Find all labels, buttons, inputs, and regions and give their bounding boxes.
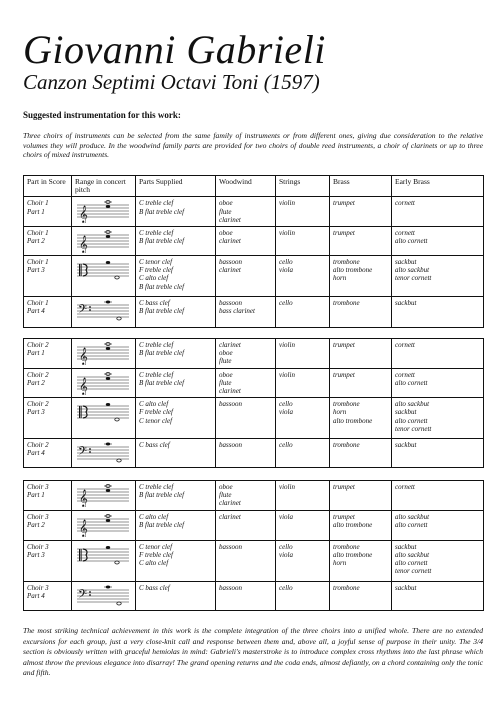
svg-text:𝄢: 𝄢: [78, 303, 88, 320]
early-brass-cell: sackbut alto sackbut tenor cornett: [392, 256, 484, 297]
table-row: [24, 398, 484, 439]
part-cell: Choir 2 Part 1: [24, 339, 72, 369]
strings-cell: violin: [276, 481, 330, 511]
part-cell: Choir 1 Part 4: [24, 297, 72, 328]
range-staff-icon: [75, 199, 131, 223]
woodwind-cell: bassoon: [216, 439, 276, 468]
svg-text:𝄞: 𝄞: [79, 347, 88, 365]
intro-paragraph: Three choirs of instruments can be selected from the same family of instruments or from different ones, giving due consideration to the relative volumes they will produce. In the woodwind family parts are provided for two choirs of double reed instruments, a choir of clarinets or up to three choirs of mixed instruments.: [23, 131, 483, 160]
page-title: Giovanni Gabrieli: [23, 27, 326, 72]
table-row: [24, 339, 484, 369]
range-cell: [72, 439, 136, 468]
part-cell: Choir 2 Part 2: [24, 368, 72, 398]
early-brass-cell: sackbut: [392, 297, 484, 328]
brass-cell: trombone: [330, 439, 392, 468]
early-brass-cell: alto sackbut alto cornett: [392, 510, 484, 540]
brass-cell: trumpet: [330, 197, 392, 227]
choir-1-table: [23, 175, 484, 328]
woodwind-cell: bassoon bass clarinet: [216, 297, 276, 328]
early-brass-cell: sackbut: [392, 439, 484, 468]
early-brass-cell: cornett: [392, 339, 484, 369]
strings-cell: cello: [276, 297, 330, 328]
table-row: [24, 368, 484, 398]
range-cell: [72, 256, 136, 297]
table-row: [24, 581, 484, 610]
brass-cell: trumpet: [330, 227, 392, 256]
early-brass-cell: cornett: [392, 197, 484, 227]
range-staff-icon: [75, 400, 131, 424]
range-staff-icon: [75, 299, 131, 323]
supplied-cell: C treble clef B flat treble clef: [136, 481, 216, 511]
early-brass-cell: sackbut: [392, 581, 484, 610]
woodwind-cell: oboe flute clarinet: [216, 481, 276, 511]
svg-text:𝄢: 𝄢: [78, 445, 88, 462]
range-cell: [72, 339, 136, 369]
suggested-heading: Suggested instrumentation for this work:: [23, 110, 181, 120]
part-cell: Choir 3 Part 2: [24, 510, 72, 540]
woodwind-cell: bassoon clarinet: [216, 256, 276, 297]
brass-cell: trombone alto trombone horn: [330, 256, 392, 297]
table-row: [24, 297, 484, 328]
range-cell: [72, 510, 136, 540]
strings-cell: violin: [276, 368, 330, 398]
header-range: Range in concert pitch: [72, 176, 136, 197]
header-early: Early Brass: [392, 176, 484, 197]
table-row: [24, 510, 484, 540]
brass-cell: trumpet: [330, 481, 392, 511]
range-cell: [72, 227, 136, 256]
strings-cell: viola: [276, 510, 330, 540]
brass-cell: trombone horn alto trombone: [330, 398, 392, 439]
part-cell: Choir 3 Part 1: [24, 481, 72, 511]
supplied-cell: C bass clef: [136, 581, 216, 610]
woodwind-cell: clarinet oboe flute: [216, 339, 276, 369]
range-staff-icon: [75, 584, 131, 608]
supplied-cell: C bass clef: [136, 439, 216, 468]
header-supplied: Parts Supplied: [136, 176, 216, 197]
part-cell: Choir 1 Part 2: [24, 227, 72, 256]
header-part: Part in Score: [24, 176, 72, 197]
range-cell: [72, 540, 136, 581]
range-cell: [72, 398, 136, 439]
range-staff-icon: [75, 543, 131, 567]
table-row: [24, 197, 484, 227]
page-subtitle: Canzon Septimi Octavi Toni (1597): [23, 70, 320, 94]
strings-cell: cello: [276, 581, 330, 610]
brass-cell: trumpet: [330, 368, 392, 398]
closing-paragraph: The most striking technical achievement in this work is the complete integration of the three choirs into a unified whole. There are no extended excursions for each group, just a very close-knit call and response between them and, above all, a joyful sense of purpose in their unity. The 3/4 section is obviously written with graceful hemiolas in mind: Gabrieli's masterstroke is to introduce complex cross rhythms into the last phrase which almost throw the previous elegance into disarray! The grand opening returns and the coda ends, almost defiantly, on a chord containing only the tonic and fifth.: [23, 626, 483, 677]
part-cell: Choir 2 Part 3: [24, 398, 72, 439]
supplied-cell: C alto clef B flat treble clef: [136, 510, 216, 540]
brass-cell: trombone: [330, 581, 392, 610]
strings-cell: cello: [276, 439, 330, 468]
range-cell: [72, 297, 136, 328]
brass-cell: trumpet: [330, 339, 392, 369]
range-cell: [72, 581, 136, 610]
supplied-cell: C treble clef B flat treble clef: [136, 197, 216, 227]
woodwind-cell: oboe flute clarinet: [216, 197, 276, 227]
table-row: [24, 256, 484, 297]
range-staff-icon: [75, 371, 131, 395]
choir-2-table: [23, 338, 484, 468]
svg-text:𝄞: 𝄞: [79, 489, 88, 507]
part-cell: Choir 3 Part 3: [24, 540, 72, 581]
supplied-cell: C treble clef B flat treble clef: [136, 227, 216, 256]
early-brass-cell: cornett alto cornett: [392, 368, 484, 398]
strings-cell: cello viola: [276, 256, 330, 297]
table-row: [24, 540, 484, 581]
range-cell: [72, 368, 136, 398]
brass-cell: trombone: [330, 297, 392, 328]
strings-cell: violin: [276, 339, 330, 369]
part-cell: Choir 1 Part 1: [24, 197, 72, 227]
woodwind-cell: oboe flute clarinet: [216, 368, 276, 398]
header-strings: Strings: [276, 176, 330, 197]
supplied-cell: C tenor clef F treble clef C alto clef B flat treble clef: [136, 256, 216, 297]
brass-cell: trumpet alto trombone: [330, 510, 392, 540]
supplied-cell: C treble clef B flat treble clef: [136, 368, 216, 398]
table-row: [24, 227, 484, 256]
supplied-cell: C bass clef B flat treble clef: [136, 297, 216, 328]
header-row: [24, 176, 484, 197]
part-cell: Choir 2 Part 4: [24, 439, 72, 468]
supplied-cell: C alto clef F treble clef C tenor clef: [136, 398, 216, 439]
range-staff-icon: [75, 341, 131, 365]
woodwind-cell: clarinet: [216, 510, 276, 540]
svg-text:𝄞: 𝄞: [79, 205, 88, 224]
woodwind-cell: bassoon: [216, 581, 276, 610]
part-cell: Choir 3 Part 4: [24, 581, 72, 610]
header-woodwind: Woodwind: [216, 176, 276, 197]
table-row: [24, 439, 484, 468]
woodwind-cell: bassoon: [216, 540, 276, 581]
table-row: [24, 481, 484, 511]
svg-text:𝄞: 𝄞: [79, 235, 88, 254]
range-staff-icon: [75, 258, 131, 282]
strings-cell: violin: [276, 197, 330, 227]
part-cell: Choir 1 Part 3: [24, 256, 72, 297]
range-staff-icon: [75, 513, 131, 537]
range-staff-icon: [75, 441, 131, 465]
range-staff-icon: [75, 483, 131, 507]
header-brass: Brass: [330, 176, 392, 197]
strings-cell: violin: [276, 227, 330, 256]
early-brass-cell: cornett alto cornett: [392, 227, 484, 256]
svg-text:𝄞: 𝄞: [79, 376, 88, 395]
choir-3-table: [23, 480, 484, 611]
early-brass-cell: cornett: [392, 481, 484, 511]
strings-cell: cello viola: [276, 398, 330, 439]
svg-text:𝄢: 𝄢: [78, 587, 88, 604]
strings-cell: cello viola: [276, 540, 330, 581]
woodwind-cell: bassoon: [216, 398, 276, 439]
range-cell: [72, 197, 136, 227]
svg-text:𝄞: 𝄞: [79, 518, 88, 537]
range-cell: [72, 481, 136, 511]
supplied-cell: C tenor clef F treble clef C alto clef: [136, 540, 216, 581]
early-brass-cell: sackbut alto sackbut alto cornett tenor cornett: [392, 540, 484, 581]
range-staff-icon: [75, 229, 131, 253]
brass-cell: trombone alto trombone horn: [330, 540, 392, 581]
woodwind-cell: oboe clarinet: [216, 227, 276, 256]
supplied-cell: C treble clef B flat treble clef: [136, 339, 216, 369]
early-brass-cell: alto sackbut sackbut alto cornett tenor cornett: [392, 398, 484, 439]
